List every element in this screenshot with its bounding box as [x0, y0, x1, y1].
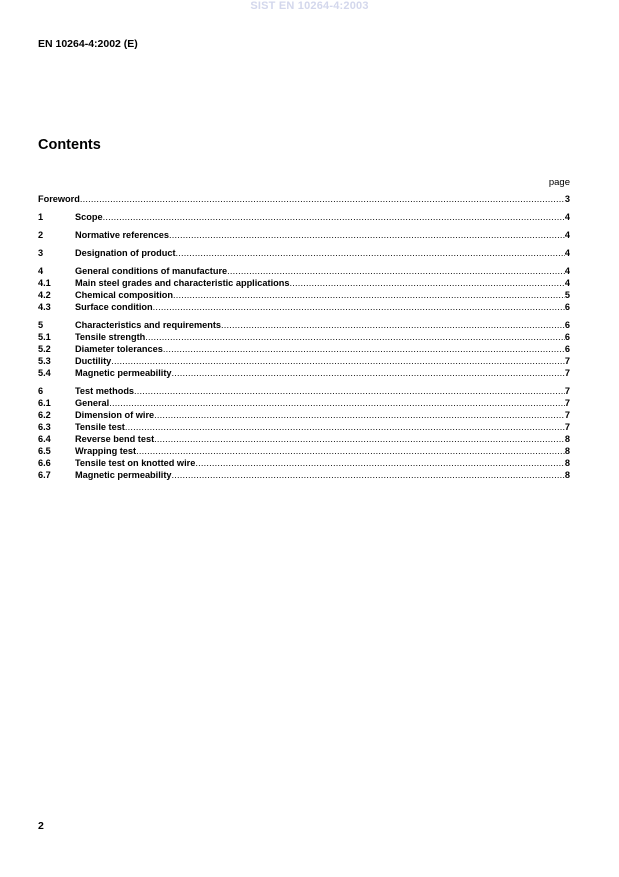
toc-entry-title: Reverse bend test — [75, 434, 155, 444]
toc-entry-page: 4 — [564, 266, 570, 276]
toc-dot-leader — [176, 247, 565, 259]
toc-entry[interactable] — [38, 319, 570, 331]
toc-entry-page: 4 — [564, 230, 570, 240]
toc-entry-title: Foreword — [38, 194, 80, 204]
toc-entry-title: General conditions of manufacture — [75, 266, 228, 276]
toc-entry[interactable] — [38, 211, 570, 223]
toc-entry-number: 2 — [38, 230, 44, 240]
toc-entry-number: 3 — [38, 248, 44, 258]
toc-dot-leader — [221, 319, 565, 331]
toc-dot-leader — [173, 289, 565, 301]
toc-entry-title: Magnetic permeability — [75, 368, 172, 378]
toc-entry-number: 6.3 — [38, 422, 51, 432]
toc-entry-number: 6.7 — [38, 470, 51, 480]
toc-dot-leader — [125, 421, 565, 433]
toc-entry[interactable] — [38, 289, 570, 301]
toc-dot-leader — [172, 469, 565, 481]
toc-dot-leader — [111, 355, 565, 367]
toc-entry-page: 7 — [564, 386, 570, 396]
toc-entry-page: 8 — [564, 446, 570, 456]
toc-entry-page: 6 — [564, 332, 570, 342]
toc-entry-number: 4.1 — [38, 278, 51, 288]
toc-entry-title: Designation of product — [75, 248, 176, 258]
toc-entry-page: 7 — [564, 368, 570, 378]
toc-entry-number: 6.2 — [38, 410, 51, 420]
toc-entry-title: Tensile test — [75, 422, 125, 432]
toc-entry-number: 5 — [38, 320, 44, 330]
toc-entry-title: Chemical composition — [75, 290, 174, 300]
toc-entry[interactable] — [38, 421, 570, 433]
toc-entry[interactable] — [38, 409, 570, 421]
toc-entry-title: Tensile test on knotted wire — [75, 458, 196, 468]
toc-entry-number: 6.4 — [38, 434, 51, 444]
toc-entry[interactable] — [38, 331, 570, 343]
toc-entry-number: 5.3 — [38, 356, 51, 366]
toc-dot-leader — [289, 277, 564, 289]
toc-entry[interactable] — [38, 355, 570, 367]
toc-dot-leader — [80, 193, 565, 205]
toc-dot-leader — [134, 385, 565, 397]
toc-dot-leader — [227, 265, 565, 277]
toc-entry-title: Magnetic permeability — [75, 470, 172, 480]
table-of-contents — [38, 193, 570, 481]
toc-entry[interactable] — [38, 397, 570, 409]
toc-entry-page: 6 — [564, 320, 570, 330]
toc-entry-title: General — [75, 398, 110, 408]
toc-entry-page: 6 — [564, 302, 570, 312]
toc-entry[interactable] — [38, 193, 570, 205]
toc-dot-leader — [172, 367, 565, 379]
toc-entry[interactable] — [38, 433, 570, 445]
toc-entry-title: Surface condition — [75, 302, 153, 312]
toc-entry-title: Diameter tolerances — [75, 344, 163, 354]
toc-entry[interactable] — [38, 343, 570, 355]
toc-entry-page: 6 — [564, 344, 570, 354]
toc-entry-page: 7 — [564, 356, 570, 366]
toc-entry-page: 8 — [564, 470, 570, 480]
toc-entry-number: 4.3 — [38, 302, 51, 312]
page-column-label: page — [548, 177, 570, 188]
toc-entry[interactable] — [38, 247, 570, 259]
toc-entry-page: 8 — [564, 434, 570, 444]
toc-entry-number: 5.1 — [38, 332, 51, 342]
toc-dot-leader — [103, 211, 565, 223]
toc-entry-number: 5.4 — [38, 368, 51, 378]
toc-entry-number: 6.6 — [38, 458, 51, 468]
toc-entry-page: 8 — [564, 458, 570, 468]
toc-entry[interactable] — [38, 277, 570, 289]
toc-entry[interactable] — [38, 445, 570, 457]
toc-entry-number: 4.2 — [38, 290, 51, 300]
toc-entry-title: Normative references — [75, 230, 169, 240]
watermark: SIST EN 10264-4:2003 — [250, 0, 369, 12]
toc-entry-page: 7 — [564, 422, 570, 432]
toc-dot-leader — [154, 433, 565, 445]
toc-entry-number: 1 — [38, 212, 44, 222]
toc-dot-leader — [154, 409, 565, 421]
toc-entry[interactable] — [38, 229, 570, 241]
page-number: 2 — [38, 820, 44, 832]
toc-entry-title: Main steel grades and characteristic applications — [75, 278, 290, 288]
toc-entry-title: Characteristics and requirements — [75, 320, 222, 330]
toc-dot-leader — [169, 229, 565, 241]
document-identifier: EN 10264-4:2002 (E) — [38, 38, 138, 50]
toc-entry-page: 4 — [564, 248, 570, 258]
toc-entry-page: 4 — [564, 278, 570, 288]
toc-entry-page: 4 — [564, 212, 570, 222]
toc-entry[interactable] — [38, 367, 570, 379]
toc-entry-title: Dimension of wire — [75, 410, 155, 420]
toc-entry-title: Test methods — [75, 386, 135, 396]
toc-entry[interactable] — [38, 457, 570, 469]
toc-entry-title: Ductility — [75, 356, 112, 366]
toc-dot-leader — [136, 445, 565, 457]
toc-entry[interactable] — [38, 301, 570, 313]
toc-entry-number: 6 — [38, 386, 44, 396]
toc-entry-title: Tensile strength — [75, 332, 146, 342]
toc-dot-leader — [163, 343, 565, 355]
toc-dot-leader — [145, 331, 565, 343]
toc-entry-page: 7 — [564, 398, 570, 408]
toc-entry-number: 5.2 — [38, 344, 51, 354]
toc-entry-page: 5 — [564, 290, 570, 300]
toc-entry-page: 3 — [564, 194, 570, 204]
toc-entry[interactable] — [38, 469, 570, 481]
toc-entry-title: Wrapping test — [75, 446, 137, 456]
toc-dot-leader — [153, 301, 565, 313]
toc-dot-leader — [195, 457, 565, 469]
toc-dot-leader — [109, 397, 565, 409]
page-title: Contents — [38, 137, 101, 153]
toc-entry[interactable] — [38, 385, 570, 397]
toc-entry-number: 4 — [38, 266, 44, 276]
toc-entry-title: Scope — [75, 212, 103, 222]
toc-entry-number: 6.1 — [38, 398, 51, 408]
toc-entry[interactable] — [38, 265, 570, 277]
toc-entry-page: 7 — [564, 410, 570, 420]
toc-entry-number: 6.5 — [38, 446, 51, 456]
